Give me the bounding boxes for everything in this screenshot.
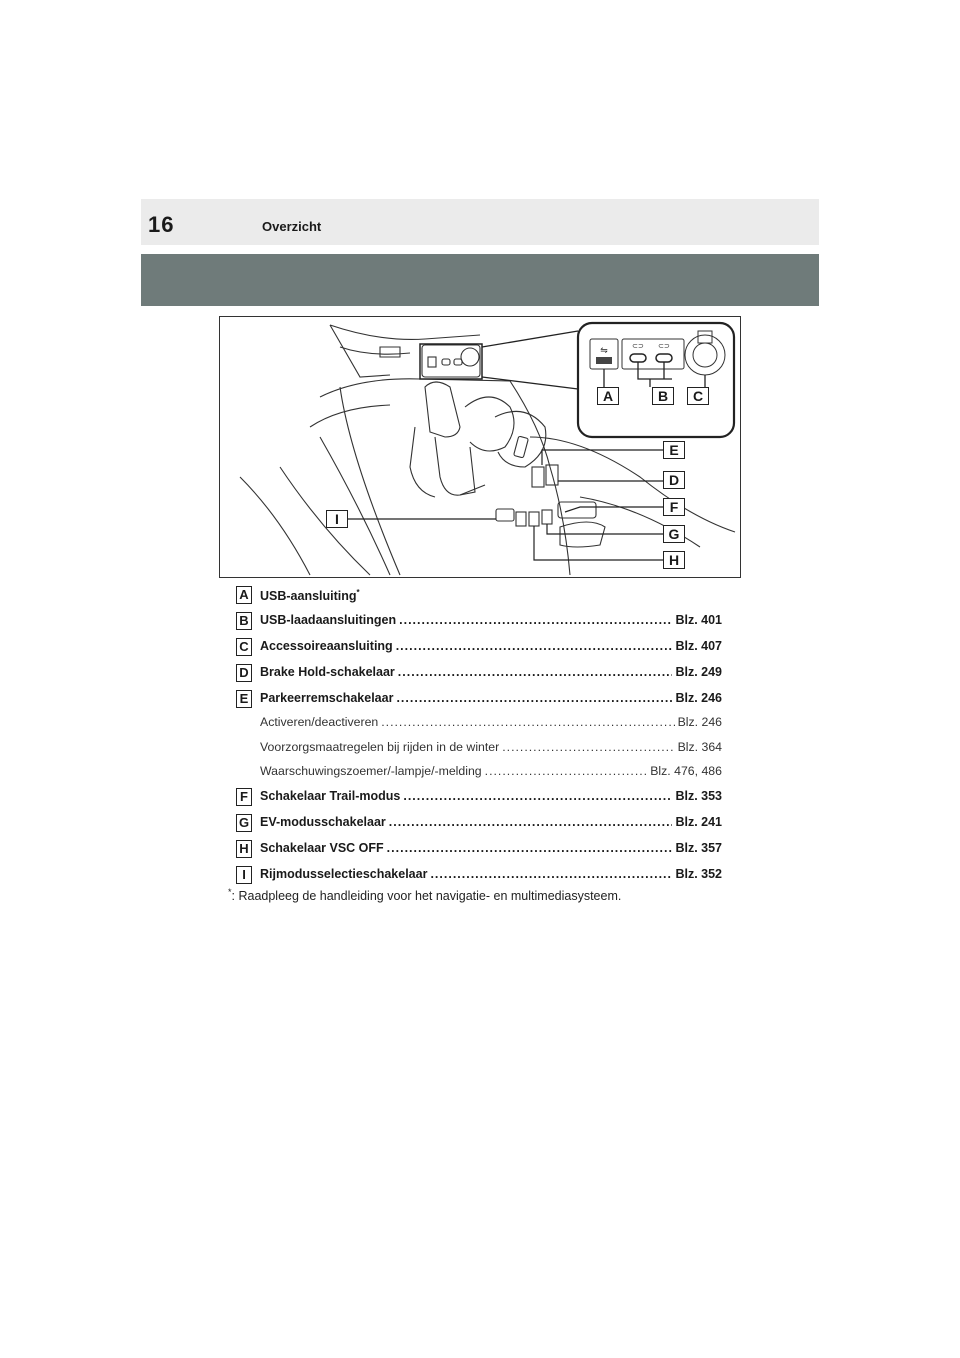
marker-h: H [236,840,252,858]
marker-i: I [236,866,252,884]
marker-f: F [236,788,252,806]
item-h-label: Schakelaar VSC OFF [260,841,384,855]
marker-e: E [236,690,252,708]
marker-b: B [236,612,252,630]
item-b-label: USB-laadaansluitingen [260,613,397,627]
svg-text:⊂⊃: ⊂⊃ [632,342,644,350]
item-e-label: Parkeerremschakelaar [260,691,394,705]
subitem-1-ref[interactable]: Blz. 246 [677,715,722,729]
console-illustration [219,316,741,578]
svg-text:⇋: ⇋ [600,346,608,356]
item-d-ref[interactable]: Blz. 249 [675,665,722,679]
subitem-3-ref[interactable]: Blz. 476, 486 [650,764,722,778]
callout-a: A [597,387,619,405]
subitem-1 [260,715,722,733]
callout-d: D [663,471,685,489]
footnote [228,887,621,903]
callout-c: C [687,387,709,405]
item-a-label: USB-aansluiting [260,589,357,604]
subitem-2 [260,740,722,758]
item-d-label: Brake Hold-schakelaar [260,665,395,679]
item-h-ref[interactable]: Blz. 357 [675,841,722,855]
item-g-label: EV-modusschakelaar [260,815,386,829]
callout-i: I [326,510,348,528]
header-bar [141,199,819,245]
item-f-label: Schakelaar Trail-modus [260,789,401,803]
row-h [260,841,722,859]
callout-h: H [663,551,685,569]
item-g-ref[interactable]: Blz. 241 [675,815,722,829]
callout-f: F [663,498,685,516]
marker-c: C [236,638,252,656]
row-i [260,867,722,885]
subitem-2-label: Voorzorgsmaatregelen bij rijden in de winter [260,740,500,754]
marker-d: D [236,664,252,682]
subitem-3 [260,764,722,782]
row-b [260,613,722,631]
console-drawing [220,317,740,577]
row-d [260,665,722,683]
marker-a: A [236,586,252,604]
item-c-label: Accessoireaansluiting [260,639,393,653]
subitem-2-ref[interactable]: Blz. 364 [677,740,722,754]
section-band [141,254,819,306]
footnote-text: : Raadpleeg de handleiding voor het navigatie- en multimediasysteem. [231,889,622,904]
item-f-ref[interactable]: Blz. 353 [675,789,722,803]
item-i-label: Rijmodusselectieschakelaar [260,867,428,881]
subitem-3-label: Waarschuwingszoemer/-lampje/-melding [260,764,482,778]
marker-g: G [236,814,252,832]
row-f [260,789,722,807]
footnote-mark: * [228,887,232,897]
subitem-1-label: Activeren/deactiveren [260,715,379,729]
page-number: 16 [148,212,175,237]
callout-g: G [663,525,685,543]
item-e-ref[interactable]: Blz. 246 [675,691,722,705]
item-i-ref[interactable]: Blz. 352 [675,867,722,881]
row-e [260,691,722,709]
callout-b: B [652,387,674,405]
item-c-ref[interactable]: Blz. 407 [675,639,722,653]
svg-text:⊂⊃: ⊂⊃ [658,342,670,350]
callout-e: E [663,441,685,459]
row-g [260,815,722,833]
section-title: Overzicht [262,219,322,234]
item-a-footnote-mark: * [356,588,360,598]
item-b-ref[interactable]: Blz. 401 [675,613,722,627]
list-item-a [236,586,722,606]
row-c [260,639,722,657]
